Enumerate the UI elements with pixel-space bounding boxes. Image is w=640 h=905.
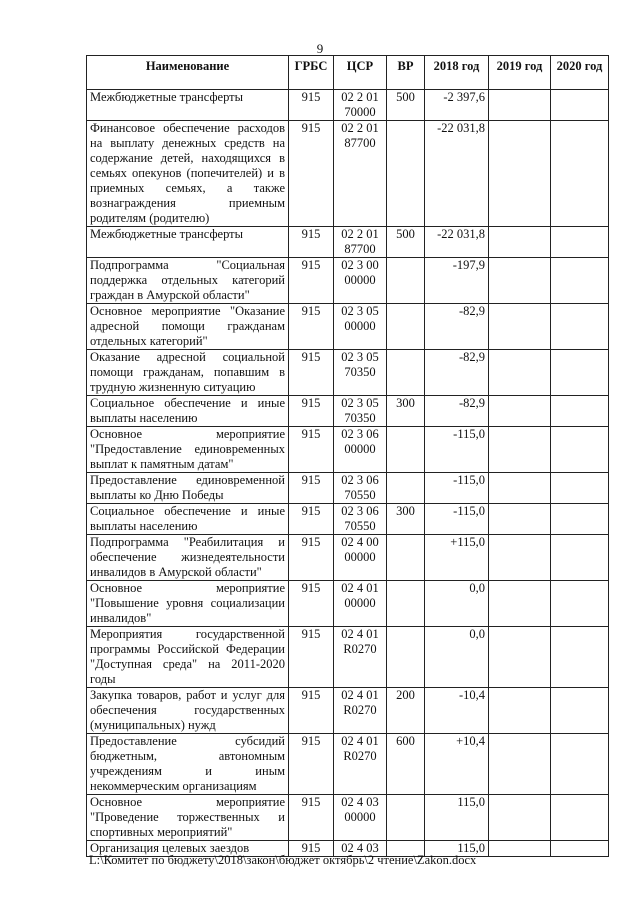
cell-name: Межбюджетные трансферты (87, 227, 289, 258)
cell-grbs: 915 (289, 304, 334, 350)
cell-grbs: 915 (289, 795, 334, 841)
cell-grbs: 915 (289, 350, 334, 396)
cell-name: Подпрограмма "Социальная поддержка отдельных категорий граждан в Амурской области" (87, 258, 289, 304)
cell-vr (387, 795, 425, 841)
cell-2019 (489, 734, 551, 795)
cell-csr: 02 4 01 00000 (334, 581, 387, 627)
cell-2018: -2 397,6 (425, 90, 489, 121)
cell-csr: 02 4 01 R0270 (334, 734, 387, 795)
table-body (87, 90, 609, 857)
cell-csr: 02 3 05 00000 (334, 304, 387, 350)
cell-2019 (489, 535, 551, 581)
cell-2020 (551, 504, 609, 535)
cell-grbs: 915 (289, 841, 334, 857)
cell-name: Основное мероприятие "Предоставление единовременных выплат к памятным датам" (87, 427, 289, 473)
cell-2019 (489, 581, 551, 627)
cell-2020 (551, 581, 609, 627)
header-grbs: ГРБС (289, 56, 334, 90)
cell-2018: 0,0 (425, 627, 489, 688)
cell-name: Основное мероприятие "Повышение уровня социализации инвалидов" (87, 581, 289, 627)
cell-name: Предоставление единовременной выплаты ко Дню Победы (87, 473, 289, 504)
header-vr: ВР (387, 56, 425, 90)
footer-file-path: L:\Комитет по бюджету\2018\закон\бюджет октябрь\2 чтение\Zakon.docx (89, 853, 477, 867)
cell-2018: -82,9 (425, 350, 489, 396)
cell-2020 (551, 627, 609, 688)
cell-grbs: 915 (289, 227, 334, 258)
cell-name: Финансовое обеспечение расходов на выплату денежных средств на содержание детей, находящихся в семьях опекунов (попечителей) и в приемных семьях, а также вознаграждения приемным родителям (родителю) (87, 121, 289, 227)
cell-name: Социальное обеспечение и иные выплаты населению (87, 396, 289, 427)
cell-csr: 02 4 01 R0270 (334, 627, 387, 688)
cell-2019 (489, 427, 551, 473)
cell-2018: -82,9 (425, 396, 489, 427)
cell-2019 (489, 688, 551, 734)
cell-2020 (551, 304, 609, 350)
cell-vr: 200 (387, 688, 425, 734)
cell-vr (387, 535, 425, 581)
cell-grbs: 915 (289, 427, 334, 473)
cell-grbs: 915 (289, 504, 334, 535)
cell-name: Подпрограмма "Реабилитация и обеспечение жизнедеятельности инвалидов в Амурской области" (87, 535, 289, 581)
table-row (87, 504, 609, 535)
cell-csr: 02 3 05 70350 (334, 350, 387, 396)
cell-vr (387, 304, 425, 350)
cell-grbs: 915 (289, 121, 334, 227)
cell-vr (387, 427, 425, 473)
cell-grbs: 915 (289, 688, 334, 734)
cell-2020 (551, 350, 609, 396)
cell-2019 (489, 258, 551, 304)
cell-csr: 02 2 01 87700 (334, 227, 387, 258)
cell-2020 (551, 258, 609, 304)
cell-2018: +10,4 (425, 734, 489, 795)
cell-name: Социальное обеспечение и иные выплаты населению (87, 504, 289, 535)
cell-vr (387, 121, 425, 227)
cell-vr (387, 258, 425, 304)
cell-2019 (489, 227, 551, 258)
cell-name: Оказание адресной социальной помощи гражданам, попавшим в трудную жизненную ситуацию (87, 350, 289, 396)
page-number: 9 (316, 41, 324, 56)
cell-2020 (551, 734, 609, 795)
cell-vr: 300 (387, 504, 425, 535)
table-row (87, 396, 609, 427)
header-2020: 2020 год (551, 56, 609, 90)
table-row (87, 90, 609, 121)
cell-2020 (551, 535, 609, 581)
cell-vr (387, 581, 425, 627)
table-row (87, 427, 609, 473)
cell-vr: 500 (387, 227, 425, 258)
table-row (87, 688, 609, 734)
cell-2019 (489, 304, 551, 350)
cell-vr: 500 (387, 90, 425, 121)
cell-csr: 02 4 00 00000 (334, 535, 387, 581)
cell-grbs: 915 (289, 258, 334, 304)
cell-2018: 115,0 (425, 841, 489, 857)
budget-table (86, 55, 609, 857)
cell-2020 (551, 227, 609, 258)
cell-csr: 02 3 06 70550 (334, 473, 387, 504)
cell-2018: -115,0 (425, 504, 489, 535)
cell-csr: 02 4 03 (334, 841, 387, 857)
cell-csr: 02 2 01 70000 (334, 90, 387, 121)
cell-csr: 02 3 06 70550 (334, 504, 387, 535)
cell-grbs: 915 (289, 535, 334, 581)
cell-2020 (551, 473, 609, 504)
table-row (87, 227, 609, 258)
cell-csr: 02 3 06 00000 (334, 427, 387, 473)
cell-name: Организация целевых заездов (87, 841, 289, 857)
cell-grbs: 915 (289, 734, 334, 795)
cell-name: Основное мероприятие "Оказание адресной помощи гражданам отдельных категорий" (87, 304, 289, 350)
cell-grbs: 915 (289, 581, 334, 627)
cell-vr (387, 350, 425, 396)
cell-vr (387, 473, 425, 504)
header-name: Наименование (87, 56, 289, 90)
cell-2018: -115,0 (425, 473, 489, 504)
cell-2020 (551, 396, 609, 427)
table-row (87, 304, 609, 350)
cell-grbs: 915 (289, 473, 334, 504)
cell-2020 (551, 427, 609, 473)
table-row (87, 581, 609, 627)
cell-2018: 115,0 (425, 795, 489, 841)
cell-2019 (489, 396, 551, 427)
cell-grbs: 915 (289, 396, 334, 427)
table-row (87, 535, 609, 581)
cell-name: Закупка товаров, работ и услуг для обеспечения государственных (муниципальных) нужд (87, 688, 289, 734)
cell-vr (387, 627, 425, 688)
cell-csr: 02 3 05 70350 (334, 396, 387, 427)
cell-2020 (551, 795, 609, 841)
cell-csr: 02 3 00 00000 (334, 258, 387, 304)
cell-2020 (551, 90, 609, 121)
cell-2018: -22 031,8 (425, 227, 489, 258)
cell-2018: 0,0 (425, 581, 489, 627)
cell-2020 (551, 688, 609, 734)
table-row (87, 795, 609, 841)
cell-2019 (489, 627, 551, 688)
cell-grbs: 915 (289, 627, 334, 688)
cell-2020 (551, 121, 609, 227)
cell-2019 (489, 795, 551, 841)
cell-csr: 02 4 03 00000 (334, 795, 387, 841)
header-csr: ЦСР (334, 56, 387, 90)
cell-2020 (551, 841, 609, 857)
cell-2019 (489, 90, 551, 121)
cell-2019 (489, 473, 551, 504)
cell-2019 (489, 841, 551, 857)
cell-grbs: 915 (289, 90, 334, 121)
cell-name: Предоставление субсидий бюджетным, автономным учреждениям и иным некоммерческим организациям (87, 734, 289, 795)
table-row (87, 350, 609, 396)
cell-2018: -115,0 (425, 427, 489, 473)
cell-2018: -82,9 (425, 304, 489, 350)
cell-vr: 600 (387, 734, 425, 795)
cell-name: Межбюджетные трансферты (87, 90, 289, 121)
cell-2018: +115,0 (425, 535, 489, 581)
cell-2018: -22 031,8 (425, 121, 489, 227)
cell-name: Основное мероприятие "Проведение торжественных и спортивных мероприятий" (87, 795, 289, 841)
cell-2018: -197,9 (425, 258, 489, 304)
cell-2019 (489, 504, 551, 535)
table-header-row (87, 56, 609, 90)
table-row (87, 121, 609, 227)
header-2018: 2018 год (425, 56, 489, 90)
cell-csr: 02 4 01 R0270 (334, 688, 387, 734)
cell-2019 (489, 121, 551, 227)
table-row (87, 627, 609, 688)
table-row (87, 258, 609, 304)
table-row (87, 734, 609, 795)
cell-2018: -10,4 (425, 688, 489, 734)
cell-csr: 02 2 01 87700 (334, 121, 387, 227)
cell-vr: 300 (387, 396, 425, 427)
cell-2019 (489, 350, 551, 396)
cell-name: Мероприятия государственной программы Российской Федерации "Доступная среда" на 2011-2020 годы (87, 627, 289, 688)
table-row (87, 473, 609, 504)
header-2019: 2019 год (489, 56, 551, 90)
